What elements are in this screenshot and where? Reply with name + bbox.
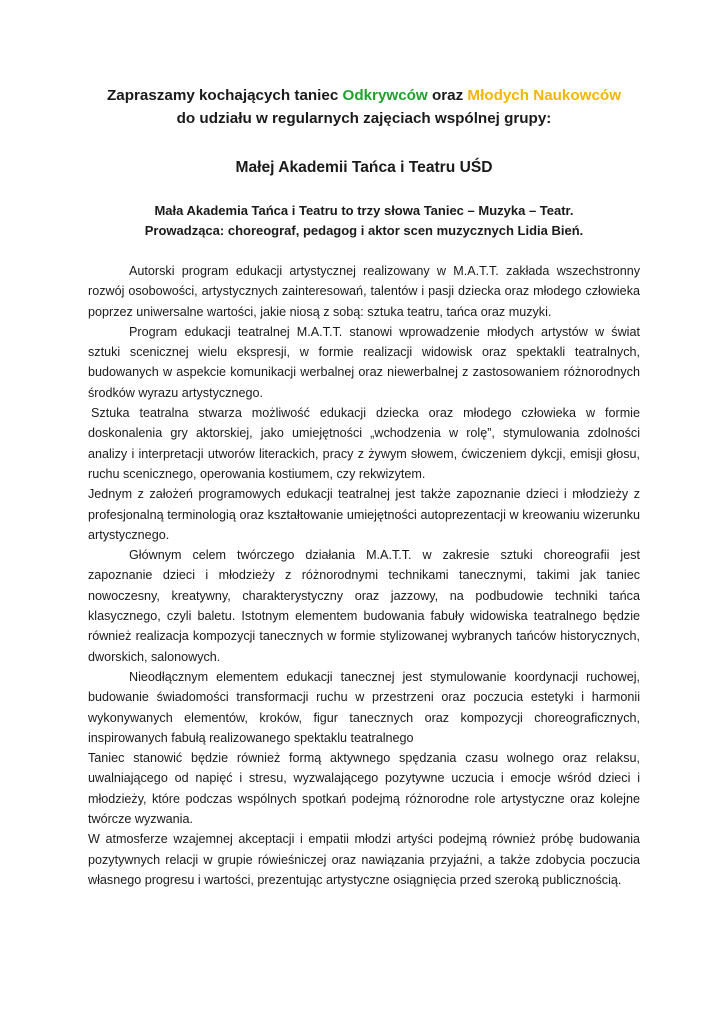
heading-prefix: Zapraszamy kochających taniec — [106, 87, 343, 104]
heading-odkrywcow: Odkrywców — [342, 87, 428, 104]
heading-line2: do udziału w regularnych zajęciach wspólnej grupy: — [176, 110, 552, 127]
subtitle — [88, 201, 640, 241]
paragraph-7: Taniec stanowić będzie również formą aktywnego spędzania czasu wolnego oraz relaksu, uwalniającego od napięć i stresu, wyzwalającego pozytywne uczucia i emocje wśród dzieci i młodzieży, które podczas wspólnych spotkań podejmą różnorodne role artystyczne oraz kolejne twórcze wyzwania. — [88, 751, 640, 827]
paragraph-8: W atmosferze wzajemnej akceptacji i empatii młodzi artyści podejmą również próbę budowania pozytywnych relacji w grupie rówieśniczej oraz nawiązania przyjaźni, a także zdobycia poczucia własnego progresu i wartości, prezentując artystyczne osiągnięcia przed szeroką publicznością. — [88, 832, 640, 887]
paragraph-3: Sztuka teatralna stwarza możliwość edukacji dziecka oraz młodego człowieka w formie doskonalenia gry aktorskiej, jako umiejętności „wchodzenia w rolę”, stymulowania zdolności analizy i interpretacji utworów literackich, pracy z żywym słowem, ćwiczeniem dykcji, emisji głosu, ruchu scenicznego, operowania kostiumem, czy rekwizytem. — [88, 406, 640, 481]
subtitle-line1: Mała Akademia Tańca i Teatru to trzy słowa Taniec – Muzyka – Teatr. — [154, 203, 574, 218]
heading-oraz: oraz — [427, 87, 468, 104]
subtitle-line2: Prowadząca: choreograf, pedagog i aktor scen muzycznych Lidia Bień. — [144, 223, 584, 238]
paragraph-2: Program edukacji teatralnej M.A.T.T. stanowi wprowadzenie młodych artystów w świat sztuki scenicznej wielu ekspresji, w formie realizacji widowisk oraz spektakli teatralnych, budowanych w aspekcie komunikacji werbalnej oraz niewerbalnej z zastosowaniem różnorodnych środków wyrazu artystycznego. — [88, 324, 640, 400]
paragraph-6: Nieodłącznym elementem edukacji tanecznej jest stymulowanie koordynacji ruchowej, budowanie świadomości transformacji ruchu w przestrzeni oraz poczucia estetyki i harmonii wykonywanych elementów, kroków, figur tanecznych oraz kompozycji choreograficznych, inspirowanych fabułą realizowanego spektaklu teatralnego — [88, 669, 640, 745]
document-page — [88, 84, 640, 890]
heading-mlodych-naukowcow: Młodych Naukowców — [467, 87, 622, 104]
paragraph-1: Autorski program edukacji artystycznej realizowany w M.A.T.T. zakłada wszechstronny rozwój osobowości, artystycznych zainteresowań, talentów i pasji dziecka oraz młodego człowieka poprzez uniwersalne wartości, jakie niosą z sobą: sztuka teatru, tańca oraz muzyki. — [88, 264, 640, 319]
paragraph-4: Jednym z założeń programowych edukacji teatralnej jest także zapoznanie dzieci i młodzieży z profesjonalną terminologią oraz kształtowanie umiejętności autoprezentacji w kreowaniu wizerunku artystycznego. — [88, 487, 640, 542]
paragraph-5: Głównym celem twórczego działania M.A.T.T. w zakresie sztuki choreografii jest zapoznanie dzieci i młodzieży z różnorodnymi technikami tanecznymi, takimi jak taniec nowoczesny, kreatywny, charakterystyczny oraz jazzowy, na podbudowie techniki tańca klasycznego, czyli baletu. Istotnym elementem budowania fabuły widowiska teatralnego będzie również realizacja kompozycji tanecznych w formie stylizowanej wybranych tańców historycznych, dworskich, salonowych. — [88, 548, 640, 664]
body-text — [88, 261, 640, 890]
invitation-heading — [88, 84, 640, 130]
page-title: Małej Akademii Tańca i Teatru UŚD — [235, 159, 493, 176]
